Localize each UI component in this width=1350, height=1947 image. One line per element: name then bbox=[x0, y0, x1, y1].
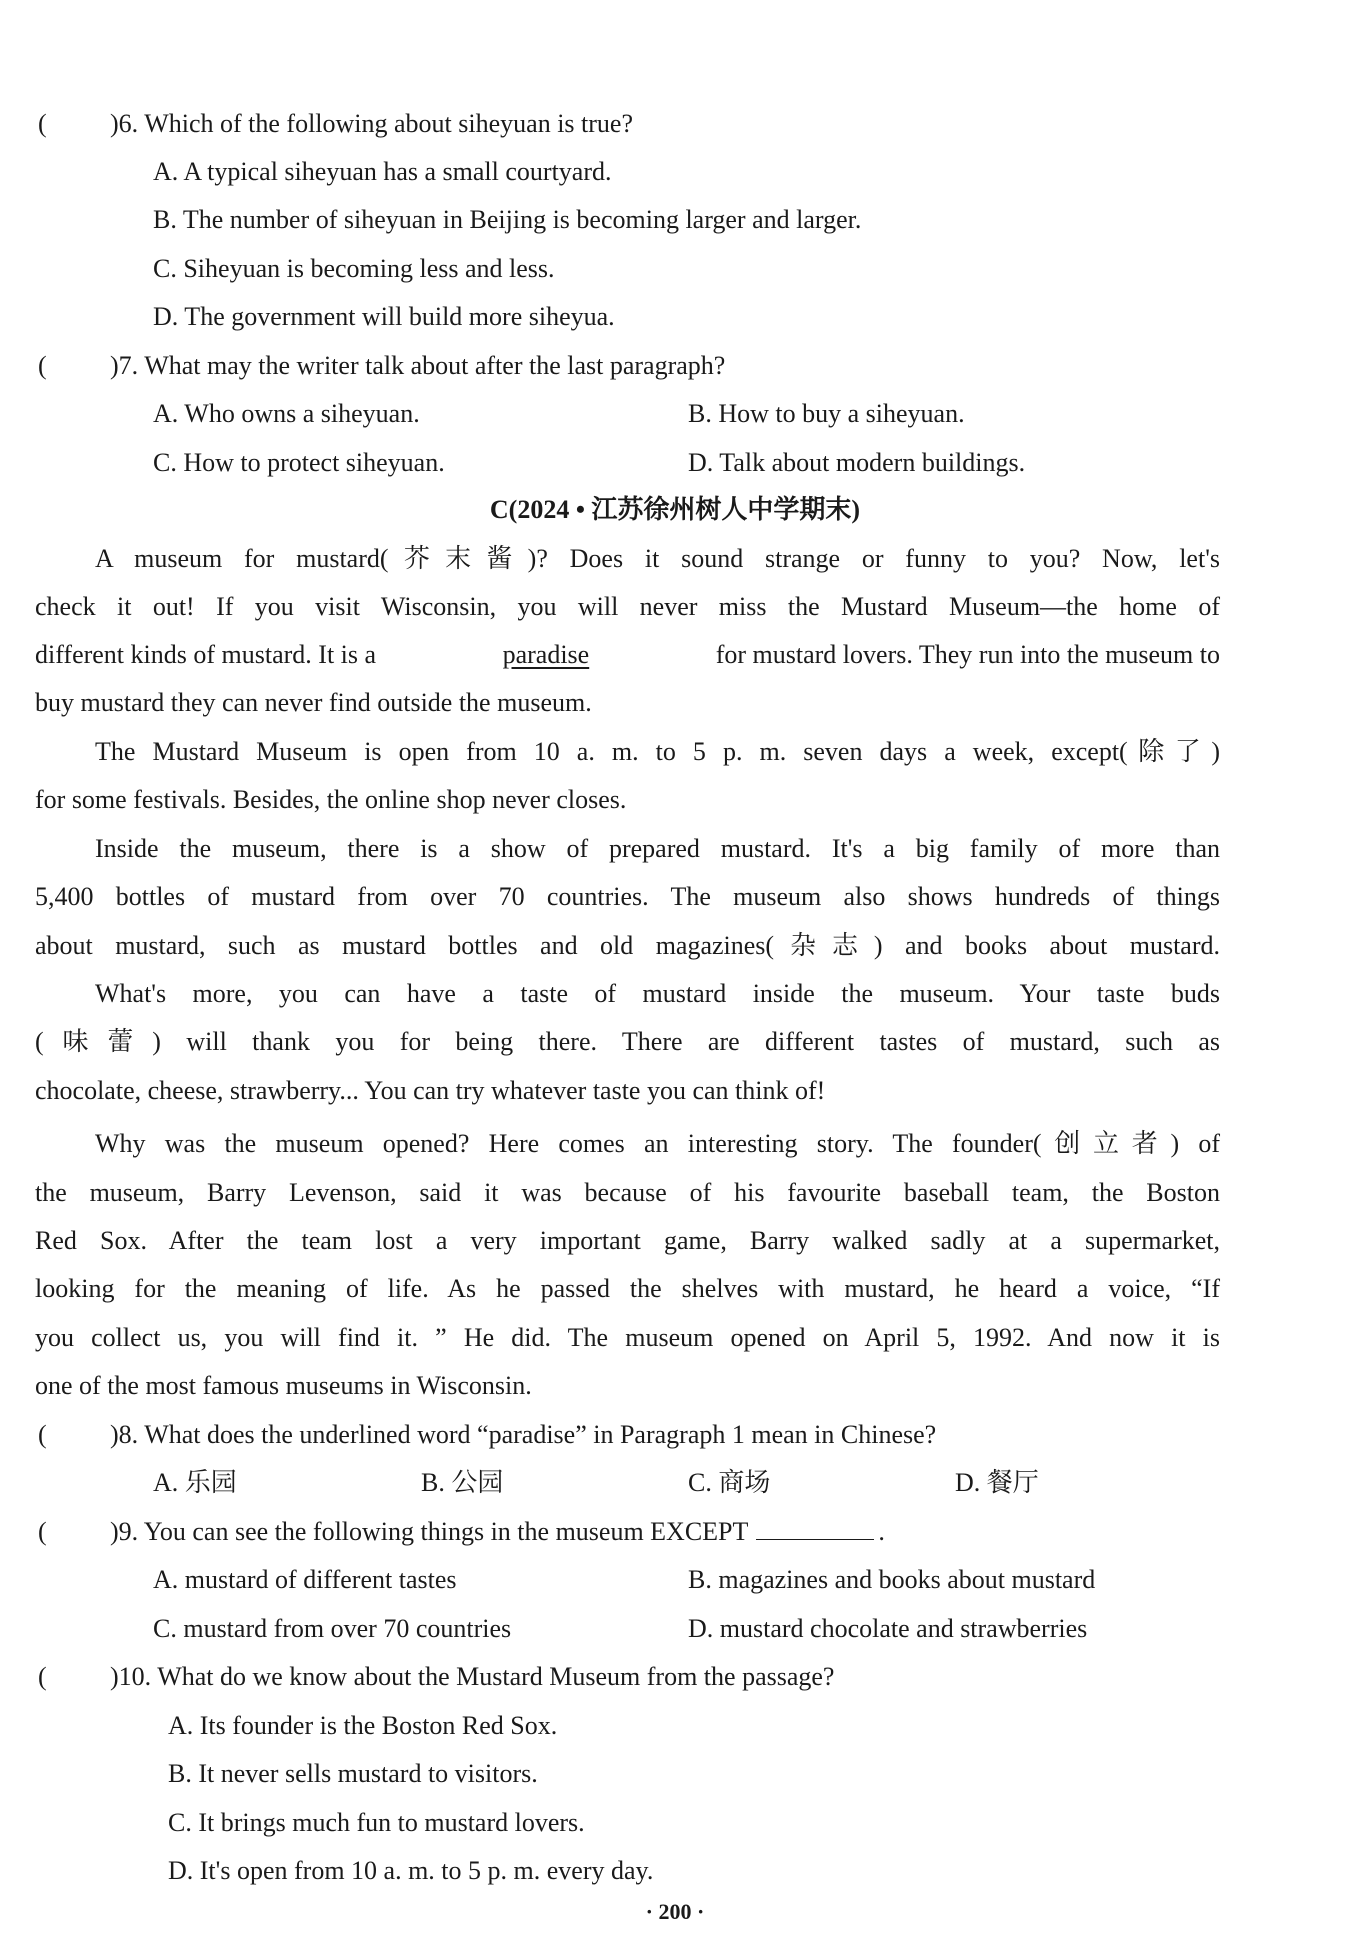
q7-option-a: A. Who owns a siheyuan. bbox=[153, 399, 420, 428]
q9-option-b: B. magazines and books about mustard bbox=[688, 1565, 1096, 1594]
question-9-text: )9. You can see the following things in the museum EXCEPT bbox=[110, 1517, 749, 1546]
question-10-text: )10. What do we know about the Mustard Museum from the passage? bbox=[110, 1662, 835, 1691]
answer-paren: ( bbox=[38, 1517, 47, 1546]
q6-option-b: B. The number of siheyuan in Beijing is becoming larger and larger. bbox=[153, 205, 862, 234]
question-7-text: )7. What may the writer talk about after the last paragraph? bbox=[110, 351, 726, 380]
answer-paren: ( bbox=[38, 109, 47, 138]
q9-option-a: A. mustard of different tastes bbox=[153, 1565, 457, 1594]
q8-option-b: B. 公园 bbox=[421, 1468, 504, 1497]
passage-p2-line2: for some festivals. Besides, the online shop never closes. bbox=[35, 785, 627, 814]
q8-option-d: D. 餐厅 bbox=[955, 1468, 1039, 1497]
section-heading: C(2024 • 江苏徐州树人中学期末) bbox=[489, 495, 861, 524]
question-9-line bbox=[110, 1515, 885, 1549]
q9-option-c: C. mustard from over 70 countries bbox=[153, 1614, 512, 1643]
passage-p5-line4: looking for the meaning of life. As he passed the shelves with mustard, he heard a voice, “If bbox=[35, 1274, 1220, 1303]
passage-p1-line2: check it out! If you visit Wisconsin, you will never miss the Mustard Museum—the home of bbox=[35, 592, 1220, 621]
q10-option-a: A. Its founder is the Boston Red Sox. bbox=[168, 1711, 558, 1740]
page-number: · 200 · bbox=[645, 1899, 705, 1924]
question-9-period: . bbox=[878, 1517, 885, 1546]
q6-option-d: D. The government will build more siheyua. bbox=[153, 302, 615, 331]
question-6-text: )6. Which of the following about siheyuan is true? bbox=[110, 109, 634, 138]
answer-paren: ( bbox=[38, 1662, 47, 1691]
q7-option-d: D. Talk about modern buildings. bbox=[688, 448, 1026, 477]
passage-p3-line3: about mustard, such as mustard bottles and old magazines(杂志) and books about mustard. bbox=[35, 931, 1220, 960]
underlined-word-paradise: paradise bbox=[502, 640, 590, 669]
q6-option-a: A. A typical siheyuan has a small courtyard. bbox=[153, 157, 612, 186]
q6-option-c: C. Siheyuan is becoming less and less. bbox=[153, 254, 555, 283]
passage-p5-line5: you collect us, you will find it. ” He did. The museum opened on April 5, 1992. And now it is bbox=[35, 1323, 1220, 1352]
q10-option-b: B. It never sells mustard to visitors. bbox=[168, 1759, 538, 1788]
question-8-text: )8. What does the underlined word “paradise” in Paragraph 1 mean in Chinese? bbox=[110, 1420, 937, 1449]
q10-option-c: C. It brings much fun to mustard lovers. bbox=[168, 1808, 585, 1837]
q7-option-c: C. How to protect siheyuan. bbox=[153, 448, 445, 477]
passage-p2-line1: The Mustard Museum is open from 10 a. m. to 5 p. m. seven days a week, except(除了) bbox=[95, 737, 1220, 766]
q8-option-c: C. 商场 bbox=[688, 1468, 771, 1497]
passage-text: for mustard lovers. They run into the museum to bbox=[715, 640, 1220, 669]
q10-option-d: D. It's open from 10 a. m. to 5 p. m. every day. bbox=[168, 1856, 654, 1885]
passage-text: different kinds of mustard. It is a bbox=[35, 640, 377, 669]
passage-p5-line6: one of the most famous museums in Wisconsin. bbox=[35, 1371, 532, 1400]
passage-p5-line1: Why was the museum opened? Here comes an interesting story. The founder(创立者) of bbox=[95, 1129, 1220, 1158]
passage-p1-line4: buy mustard they can never find outside the museum. bbox=[35, 688, 592, 717]
q9-option-d: D. mustard chocolate and strawberries bbox=[688, 1614, 1088, 1643]
passage-p5-line2: the museum, Barry Levenson, said it was because of his favourite baseball team, the Boston bbox=[35, 1178, 1220, 1207]
passage-p5-line3: Red Sox. After the team lost a very important game, Barry walked sadly at a supermarket, bbox=[35, 1226, 1220, 1255]
passage-p1-line3 bbox=[35, 638, 1220, 672]
q8-option-a: A. 乐园 bbox=[153, 1468, 237, 1497]
answer-paren: ( bbox=[38, 1420, 47, 1449]
answer-paren: ( bbox=[38, 351, 47, 380]
answer-blank bbox=[756, 1515, 874, 1540]
passage-p4-line1: What's more, you can have a taste of mustard inside the museum. Your taste buds bbox=[95, 979, 1220, 1008]
passage-p3-line2: 5,400 bottles of mustard from over 70 countries. The museum also shows hundreds of things bbox=[35, 882, 1220, 911]
passage-p4-line3: chocolate, cheese, strawberry... You can try whatever taste you can think of! bbox=[35, 1076, 826, 1105]
passage-p4-line2: (味蕾) will thank you for being there. There are different tastes of mustard, such as bbox=[35, 1027, 1220, 1056]
passage-p1-line1: A museum for mustard(芥末酱)? Does it sound strange or funny to you? Now, let's bbox=[95, 544, 1220, 573]
passage-p3-line1: Inside the museum, there is a show of prepared mustard. It's a big family of more than bbox=[95, 834, 1220, 863]
q7-option-b: B. How to buy a siheyuan. bbox=[688, 399, 965, 428]
